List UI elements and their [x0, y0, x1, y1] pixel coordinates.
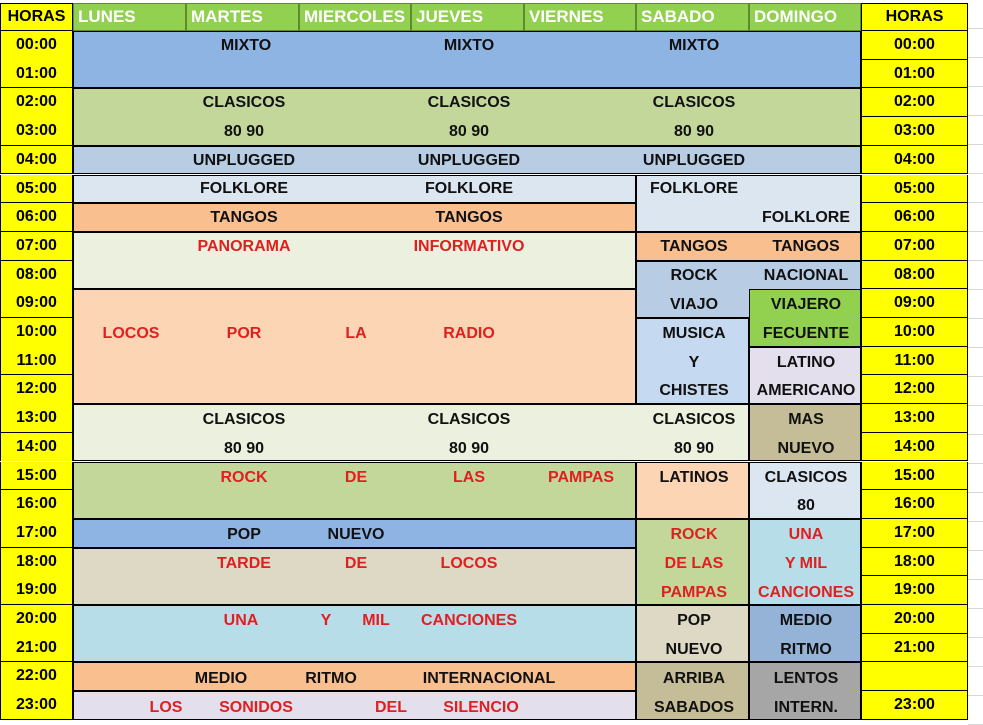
program-label: PANORAMA — [197, 237, 291, 255]
program-label: POP — [227, 525, 261, 543]
program-label: LA — [345, 324, 367, 342]
time-label-right: 06:00 — [861, 203, 968, 232]
program-block-pop-nuevo-sat — [636, 605, 749, 662]
program-label: UNPLUGGED — [642, 151, 746, 169]
program-label: MAS — [788, 410, 824, 428]
program-label: UNA — [223, 612, 259, 629]
program-block-unplugged — [73, 146, 861, 175]
program-label: PAMPAS — [660, 583, 728, 601]
program-label: LOCOS — [102, 324, 160, 342]
time-label-left: 16:00 — [0, 490, 73, 519]
time-label-right: 19:00 — [861, 576, 968, 605]
program-label: Y MIL — [784, 554, 828, 572]
program-block-sonidos — [73, 691, 636, 720]
time-label-right: 21:00 — [861, 634, 968, 663]
program-label: INTERN. — [774, 698, 838, 716]
program-label: FOLKLORE — [425, 180, 513, 197]
time-label-left: 11:00 — [0, 347, 73, 376]
program-label: CLASICOS — [652, 410, 736, 428]
day-header-martes: MARTES — [186, 3, 299, 31]
program-block-tarde-locos — [73, 548, 636, 605]
time-label-left: 19:00 — [0, 576, 73, 605]
program-label: LOS — [149, 698, 183, 716]
time-label-left: 18:00 — [0, 548, 73, 577]
program-label: CANCIONES — [420, 612, 518, 629]
time-label-right: 09:00 — [861, 289, 968, 318]
time-label-left: 22:00 — [0, 662, 73, 691]
program-label: POR — [226, 324, 262, 342]
time-label-right: 18:00 — [861, 548, 968, 577]
program-label: SILENCIO — [443, 698, 519, 716]
program-block-clasicos-80 — [749, 462, 861, 519]
program-block-viajero — [749, 289, 861, 346]
time-label-left: 05:00 — [0, 175, 73, 204]
program-label: ROCK — [670, 266, 718, 284]
program-block-folklore-weekday — [73, 175, 636, 204]
hours-header-right: HORAS — [861, 3, 968, 31]
program-label: CLASICOS — [764, 469, 848, 486]
time-label-right: 03:00 — [861, 117, 968, 146]
program-label: MIL — [362, 612, 390, 629]
time-label-left: 03:00 — [0, 117, 73, 146]
program-label: FOLKLORE — [650, 180, 738, 197]
time-label-left: 17:00 — [0, 519, 73, 548]
time-label-left: 09:00 — [0, 289, 73, 318]
time-label-left: 04:00 — [0, 146, 73, 175]
program-label: RADIO — [443, 324, 495, 342]
day-header-miercoles: MIERCOLES — [299, 3, 411, 31]
program-label: UNPLUGGED — [192, 151, 296, 169]
program-label: ARRIBA — [662, 669, 726, 687]
program-label: LAS — [453, 469, 485, 486]
program-label: DE LAS — [664, 554, 724, 572]
time-label-right: 00:00 — [861, 31, 968, 60]
program-label: CHISTES — [659, 382, 729, 399]
program-label: LOCOS — [440, 554, 498, 572]
program-block-panorama — [73, 232, 636, 289]
program-label: MIXTO — [443, 37, 495, 54]
time-label-left: 14:00 — [0, 433, 73, 462]
program-label: CLASICOS — [202, 410, 286, 428]
program-label: 80 — [797, 497, 815, 514]
hours-header-left: HORAS — [0, 3, 73, 31]
program-label: CLASICOS — [427, 410, 511, 428]
day-header-jueves: JUEVES — [411, 3, 524, 31]
program-block-pop-nuevo — [73, 519, 636, 548]
program-label: 80 90 — [673, 122, 715, 140]
day-header-viernes: VIERNES — [524, 3, 636, 31]
program-label: UNPLUGGED — [417, 151, 521, 169]
time-label-right: 02:00 — [861, 88, 968, 117]
program-label: PAMPAS — [547, 469, 615, 486]
program-block-clasicos-1 — [73, 88, 861, 145]
time-label-left: 23:00 — [0, 691, 73, 720]
program-block-una-mil-sun — [749, 519, 861, 605]
program-block-una-mil — [73, 605, 636, 662]
time-label-right: 12:00 — [861, 375, 968, 404]
program-label: POP — [677, 612, 711, 629]
time-label-right: 17:00 — [861, 519, 968, 548]
program-label: CLASICOS — [652, 93, 736, 111]
program-label: LENTOS — [773, 669, 839, 687]
program-label: MEDIO — [194, 669, 248, 687]
program-block-medio-ritmo — [73, 662, 636, 691]
program-block-arriba-sabados — [636, 662, 749, 719]
program-block-mas-nuevo — [749, 404, 861, 461]
program-label: SABADOS — [653, 698, 735, 716]
day-header-domingo: DOMINGO — [749, 3, 861, 31]
time-label-left: 13:00 — [0, 404, 73, 433]
program-block-latino — [749, 347, 861, 404]
time-label-right — [861, 662, 968, 691]
program-label: TANGOS — [660, 237, 728, 255]
program-block-rock-pampas — [73, 462, 636, 519]
program-label: NUEVO — [665, 641, 723, 658]
program-label: TANGOS — [435, 208, 503, 226]
program-block-locos-radio — [73, 289, 636, 404]
program-label: DE — [344, 469, 368, 486]
time-label-right: 16:00 — [861, 490, 968, 519]
program-label: ROCK — [670, 525, 718, 543]
program-label: SONIDOS — [219, 698, 293, 716]
program-label: LATINO — [776, 353, 836, 371]
time-label-left: 21:00 — [0, 634, 73, 663]
time-label-right: 13:00 — [861, 404, 968, 433]
time-label-right: 05:00 — [861, 175, 968, 204]
program-label: MEDIO — [779, 612, 833, 629]
program-label: MIXTO — [220, 37, 272, 54]
program-label: ROCK — [220, 469, 268, 486]
program-block-medio-ritmo-sun — [749, 605, 861, 662]
program-label: INTERNACIONAL — [422, 669, 556, 687]
spreadsheet-gridlines — [968, 0, 983, 725]
program-block-rock-pampas-sat — [636, 519, 749, 605]
time-label-left: 00:00 — [0, 31, 73, 60]
time-label-right: 14:00 — [861, 433, 968, 462]
program-label: VIAJERO — [770, 295, 842, 313]
day-header-lunes: LUNES — [73, 3, 186, 31]
program-label: FECUENTE — [762, 324, 850, 342]
program-label: UNA — [788, 525, 824, 543]
time-label-left: 08:00 — [0, 261, 73, 290]
program-label: 80 90 — [448, 439, 490, 457]
program-label: Y — [320, 612, 332, 629]
day-header-sabado: SABADO — [636, 3, 749, 31]
program-label: INFORMATIVO — [413, 237, 525, 255]
program-label: VIAJO — [669, 295, 719, 313]
program-label: RITMO — [780, 641, 832, 658]
program-label: NACIONAL — [763, 266, 849, 284]
program-label: AMERICANO — [756, 381, 856, 399]
program-block-clasicos-2 — [73, 404, 749, 461]
program-label: DE — [344, 554, 368, 572]
program-label: 80 90 — [223, 122, 265, 140]
program-block-tangos-weekday — [73, 203, 636, 232]
time-label-left: 10:00 — [0, 318, 73, 347]
time-label-right: 04:00 — [861, 146, 968, 175]
program-label: FOLKLORE — [762, 209, 850, 226]
program-block-folklore-weekend — [636, 175, 861, 232]
time-label-right: 10:00 — [861, 318, 968, 347]
time-label-right: 15:00 — [861, 462, 968, 491]
program-label: 80 90 — [673, 439, 715, 457]
program-label: 80 90 — [448, 122, 490, 140]
program-label: NUEVO — [327, 525, 385, 543]
program-label: FOLKLORE — [200, 180, 288, 197]
program-label: CLASICOS — [202, 93, 286, 111]
program-block-tangos-weekend — [636, 232, 861, 261]
program-label: TARDE — [217, 554, 271, 572]
time-label-right: 20:00 — [861, 605, 968, 634]
time-label-right: 08:00 — [861, 261, 968, 290]
program-label: NUEVO — [777, 439, 835, 457]
program-label: RITMO — [305, 669, 357, 687]
time-label-left: 06:00 — [0, 203, 73, 232]
program-label: TANGOS — [210, 208, 278, 226]
time-label-left: 01:00 — [0, 60, 73, 89]
program-label: CANCIONES — [757, 583, 855, 601]
program-label: Y — [688, 354, 700, 371]
program-label: CLASICOS — [427, 93, 511, 111]
time-label-right: 07:00 — [861, 232, 968, 261]
time-label-left: 12:00 — [0, 375, 73, 404]
time-label-left: 15:00 — [0, 462, 73, 491]
time-label-left: 20:00 — [0, 605, 73, 634]
program-label: MIXTO — [668, 37, 720, 54]
program-label: 80 90 — [223, 439, 265, 457]
program-block-musica-chistes — [636, 318, 749, 404]
time-label-right: 01:00 — [861, 60, 968, 89]
time-label-right: 23:00 — [861, 691, 968, 720]
program-block-latinos — [636, 462, 749, 519]
program-label: MUSICA — [662, 325, 726, 342]
program-block-lentos — [749, 662, 861, 719]
time-label-right: 11:00 — [861, 347, 968, 376]
program-label: LATINOS — [659, 469, 729, 486]
time-label-left: 07:00 — [0, 232, 73, 261]
program-label: DEL — [375, 698, 407, 716]
time-label-left: 02:00 — [0, 88, 73, 117]
program-label: TANGOS — [772, 237, 840, 255]
program-block-mixto — [73, 31, 861, 88]
